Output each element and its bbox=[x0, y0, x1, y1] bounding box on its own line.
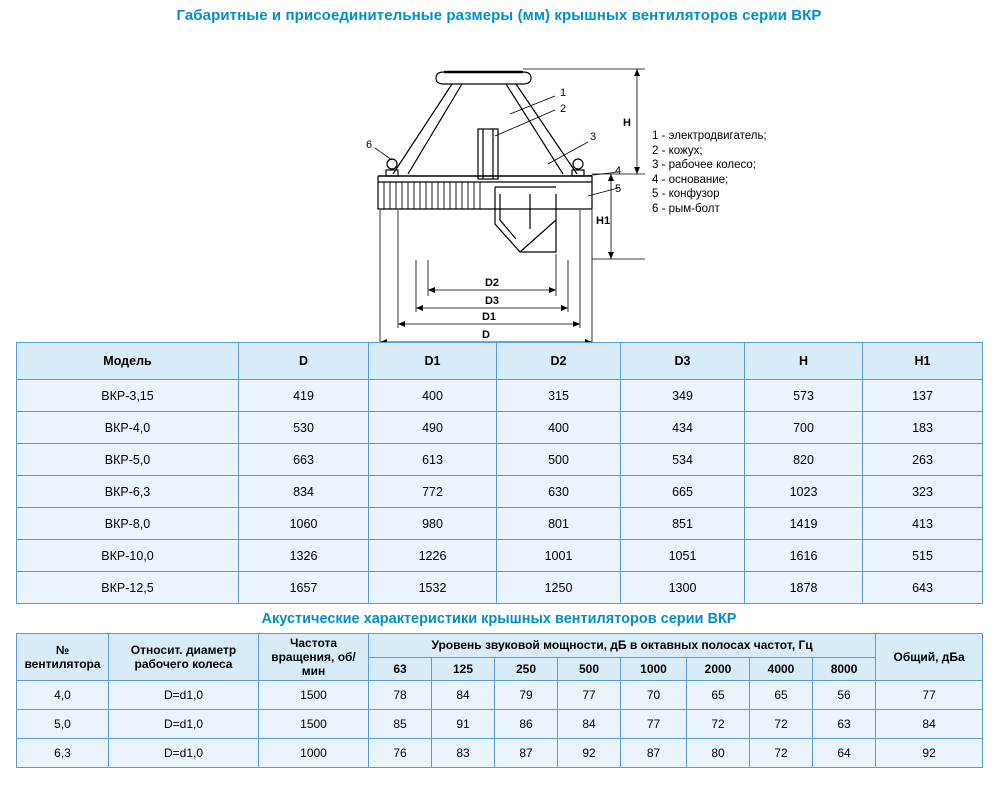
cell-d: 1326 bbox=[239, 540, 369, 572]
cell-d2: 400 bbox=[497, 412, 621, 444]
cell-d1: 1226 bbox=[369, 540, 497, 572]
cell-band-500: 92 bbox=[558, 739, 621, 768]
cell-h: 573 bbox=[745, 380, 863, 412]
legend-item-1: 1 - электродвигатель; bbox=[652, 130, 767, 142]
cell-model: ВКР-12,5 bbox=[17, 572, 239, 604]
col-sound-power-group: Уровень звуковой мощности, дБ в октавных полосах частот, Гц bbox=[369, 634, 876, 658]
cell-d: 1060 bbox=[239, 508, 369, 540]
cell-d: 834 bbox=[239, 476, 369, 508]
legend-item-4: 4 - основание; bbox=[652, 173, 729, 186]
cell-h: 1419 bbox=[745, 508, 863, 540]
cell-d2: 1001 bbox=[497, 540, 621, 572]
cell-band-8000: 64 bbox=[813, 739, 876, 768]
cell-band-1000: 77 bbox=[621, 710, 687, 739]
cell-h1: 413 bbox=[863, 508, 983, 540]
cell-h: 820 bbox=[745, 444, 863, 476]
cell-h1: 515 bbox=[863, 540, 983, 572]
cell-band-2000: 65 bbox=[687, 681, 750, 710]
cell-band-125: 84 bbox=[432, 681, 495, 710]
cell-d2: 315 bbox=[497, 380, 621, 412]
legend-item-3: 3 - рабочее колесо; bbox=[652, 159, 756, 172]
table-row bbox=[17, 476, 983, 508]
cell-d2: 500 bbox=[497, 444, 621, 476]
acoustic-header-row-1 bbox=[17, 634, 983, 658]
dimension-D2: D2 bbox=[484, 277, 500, 289]
cell-fan-number: 6,3 bbox=[17, 739, 109, 768]
cell-model: ВКР-5,0 bbox=[17, 444, 239, 476]
col-h: H bbox=[745, 343, 863, 380]
cell-h1: 183 bbox=[863, 412, 983, 444]
dimension-D1: D1 bbox=[481, 311, 497, 323]
callout-3: 3 bbox=[590, 131, 597, 143]
cell-h1: 323 bbox=[863, 476, 983, 508]
cell-band-250: 79 bbox=[495, 681, 558, 710]
cell-band-1000: 70 bbox=[621, 681, 687, 710]
cell-band-4000: 65 bbox=[750, 681, 813, 710]
cell-band-125: 83 bbox=[432, 739, 495, 768]
cell-d3: 1300 bbox=[621, 572, 745, 604]
cell-d1: 400 bbox=[369, 380, 497, 412]
callout-4: 4 bbox=[615, 165, 622, 177]
table-header-row bbox=[17, 343, 983, 380]
col-band-8000: 8000 bbox=[813, 657, 876, 681]
col-relative-diameter: Относит. диаметр рабочего колеса bbox=[109, 634, 259, 681]
col-total-dba: Общий, дБа bbox=[876, 634, 983, 681]
cell-total-dba: 77 bbox=[876, 681, 983, 710]
cell-rotation-speed: 1000 bbox=[259, 739, 369, 768]
col-band-4000: 4000 bbox=[750, 657, 813, 681]
cell-d2: 801 bbox=[497, 508, 621, 540]
cell-d1: 613 bbox=[369, 444, 497, 476]
cell-model: ВКР-3,15 bbox=[17, 380, 239, 412]
cell-d1: 772 bbox=[369, 476, 497, 508]
dimension-H1: H1 bbox=[596, 215, 611, 227]
dimension-D3: D3 bbox=[484, 295, 500, 307]
cell-d2: 630 bbox=[497, 476, 621, 508]
cell-d1: 980 bbox=[369, 508, 497, 540]
col-d1: D1 bbox=[369, 343, 497, 380]
cell-band-250: 86 bbox=[495, 710, 558, 739]
col-d3: D3 bbox=[621, 343, 745, 380]
cell-model: ВКР-8,0 bbox=[17, 508, 239, 540]
cell-band-2000: 72 bbox=[687, 710, 750, 739]
col-model: Модель bbox=[17, 343, 239, 380]
col-h1: H1 bbox=[863, 343, 983, 380]
cell-h: 1023 bbox=[745, 476, 863, 508]
cell-d3: 434 bbox=[621, 412, 745, 444]
dimension-H: H bbox=[623, 117, 631, 129]
cell-d: 530 bbox=[239, 412, 369, 444]
table-row bbox=[17, 444, 983, 476]
cell-h1: 263 bbox=[863, 444, 983, 476]
table-row bbox=[17, 540, 983, 572]
legend-item-5: 5 - конфузор bbox=[652, 188, 720, 201]
col-band-2000: 2000 bbox=[687, 657, 750, 681]
cell-band-63: 76 bbox=[369, 739, 432, 768]
cell-d2: 1250 bbox=[497, 572, 621, 604]
callout-6: 6 bbox=[366, 139, 373, 151]
cell-rotation-speed: 1500 bbox=[259, 681, 369, 710]
cell-model: ВКР-10,0 bbox=[17, 540, 239, 572]
acoustic-title: Акустические характеристики крышных вентиляторов серии ВКР bbox=[261, 611, 737, 627]
col-d2: D2 bbox=[497, 343, 621, 380]
cell-d3: 1051 bbox=[621, 540, 745, 572]
cell-total-dba: 92 bbox=[876, 739, 983, 768]
cell-band-500: 77 bbox=[558, 681, 621, 710]
legend-item-6: 6 - рым-болт bbox=[652, 202, 720, 215]
cell-band-250: 87 bbox=[495, 739, 558, 768]
cell-band-4000: 72 bbox=[750, 710, 813, 739]
col-d: D bbox=[239, 343, 369, 380]
cell-rotation-speed: 1500 bbox=[259, 710, 369, 739]
cell-fan-number: 5,0 bbox=[17, 710, 109, 739]
cell-band-4000: 72 bbox=[750, 739, 813, 768]
col-band-1000: 1000 bbox=[621, 657, 687, 681]
cell-h: 1616 bbox=[745, 540, 863, 572]
cell-model: ВКР-6,3 bbox=[17, 476, 239, 508]
cell-total-dba: 84 bbox=[876, 710, 983, 739]
cell-d: 1657 bbox=[239, 572, 369, 604]
cell-band-2000: 80 bbox=[687, 739, 750, 768]
table-row bbox=[17, 508, 983, 540]
table-row bbox=[17, 412, 983, 444]
table-row bbox=[17, 572, 983, 604]
cell-d3: 665 bbox=[621, 476, 745, 508]
callout-2: 2 bbox=[560, 103, 567, 115]
cell-d1: 1532 bbox=[369, 572, 497, 604]
col-band-125: 125 bbox=[432, 657, 495, 681]
dimension-D: D bbox=[482, 329, 490, 341]
cell-band-63: 85 bbox=[369, 710, 432, 739]
callout-5: 5 bbox=[615, 183, 622, 195]
cell-relative-diameter: D=d1,0 bbox=[109, 681, 259, 710]
cell-relative-diameter: D=d1,0 bbox=[109, 739, 259, 768]
cell-d1: 490 bbox=[369, 412, 497, 444]
col-band-63: 63 bbox=[369, 657, 432, 681]
cell-band-1000: 87 bbox=[621, 739, 687, 768]
cell-band-8000: 63 bbox=[813, 710, 876, 739]
fan-technical-drawing-svg bbox=[0, 24, 998, 342]
col-band-250: 250 bbox=[495, 657, 558, 681]
cell-h1: 643 bbox=[863, 572, 983, 604]
cell-band-125: 91 bbox=[432, 710, 495, 739]
cell-fan-number: 4,0 bbox=[17, 681, 109, 710]
col-band-500: 500 bbox=[558, 657, 621, 681]
table-row bbox=[17, 739, 983, 768]
table-row bbox=[17, 681, 983, 710]
fan-drawing bbox=[0, 24, 998, 342]
cell-d: 663 bbox=[239, 444, 369, 476]
col-rotation-speed: Частота вращения, об/мин bbox=[259, 634, 369, 681]
cell-band-500: 84 bbox=[558, 710, 621, 739]
page-title: Габаритные и присоединительные размеры (мм) крышных вентиляторов серии ВКР bbox=[176, 7, 822, 24]
diagram-legend bbox=[652, 129, 767, 217]
cell-h1: 137 bbox=[863, 380, 983, 412]
acoustic-table bbox=[16, 633, 983, 768]
col-fan-number: № вентилятора bbox=[17, 634, 109, 681]
cell-d3: 851 bbox=[621, 508, 745, 540]
table-row bbox=[17, 380, 983, 412]
table-row bbox=[17, 710, 983, 739]
cell-band-8000: 56 bbox=[813, 681, 876, 710]
cell-d3: 349 bbox=[621, 380, 745, 412]
cell-h: 1878 bbox=[745, 572, 863, 604]
dimensions-table bbox=[16, 342, 983, 604]
callout-1: 1 bbox=[560, 87, 567, 99]
legend-item-2: 2 - кожух; bbox=[652, 144, 703, 157]
cell-relative-diameter: D=d1,0 bbox=[109, 710, 259, 739]
cell-h: 700 bbox=[745, 412, 863, 444]
cell-band-63: 78 bbox=[369, 681, 432, 710]
cell-model: ВКР-4,0 bbox=[17, 412, 239, 444]
cell-d3: 534 bbox=[621, 444, 745, 476]
cell-d: 419 bbox=[239, 380, 369, 412]
